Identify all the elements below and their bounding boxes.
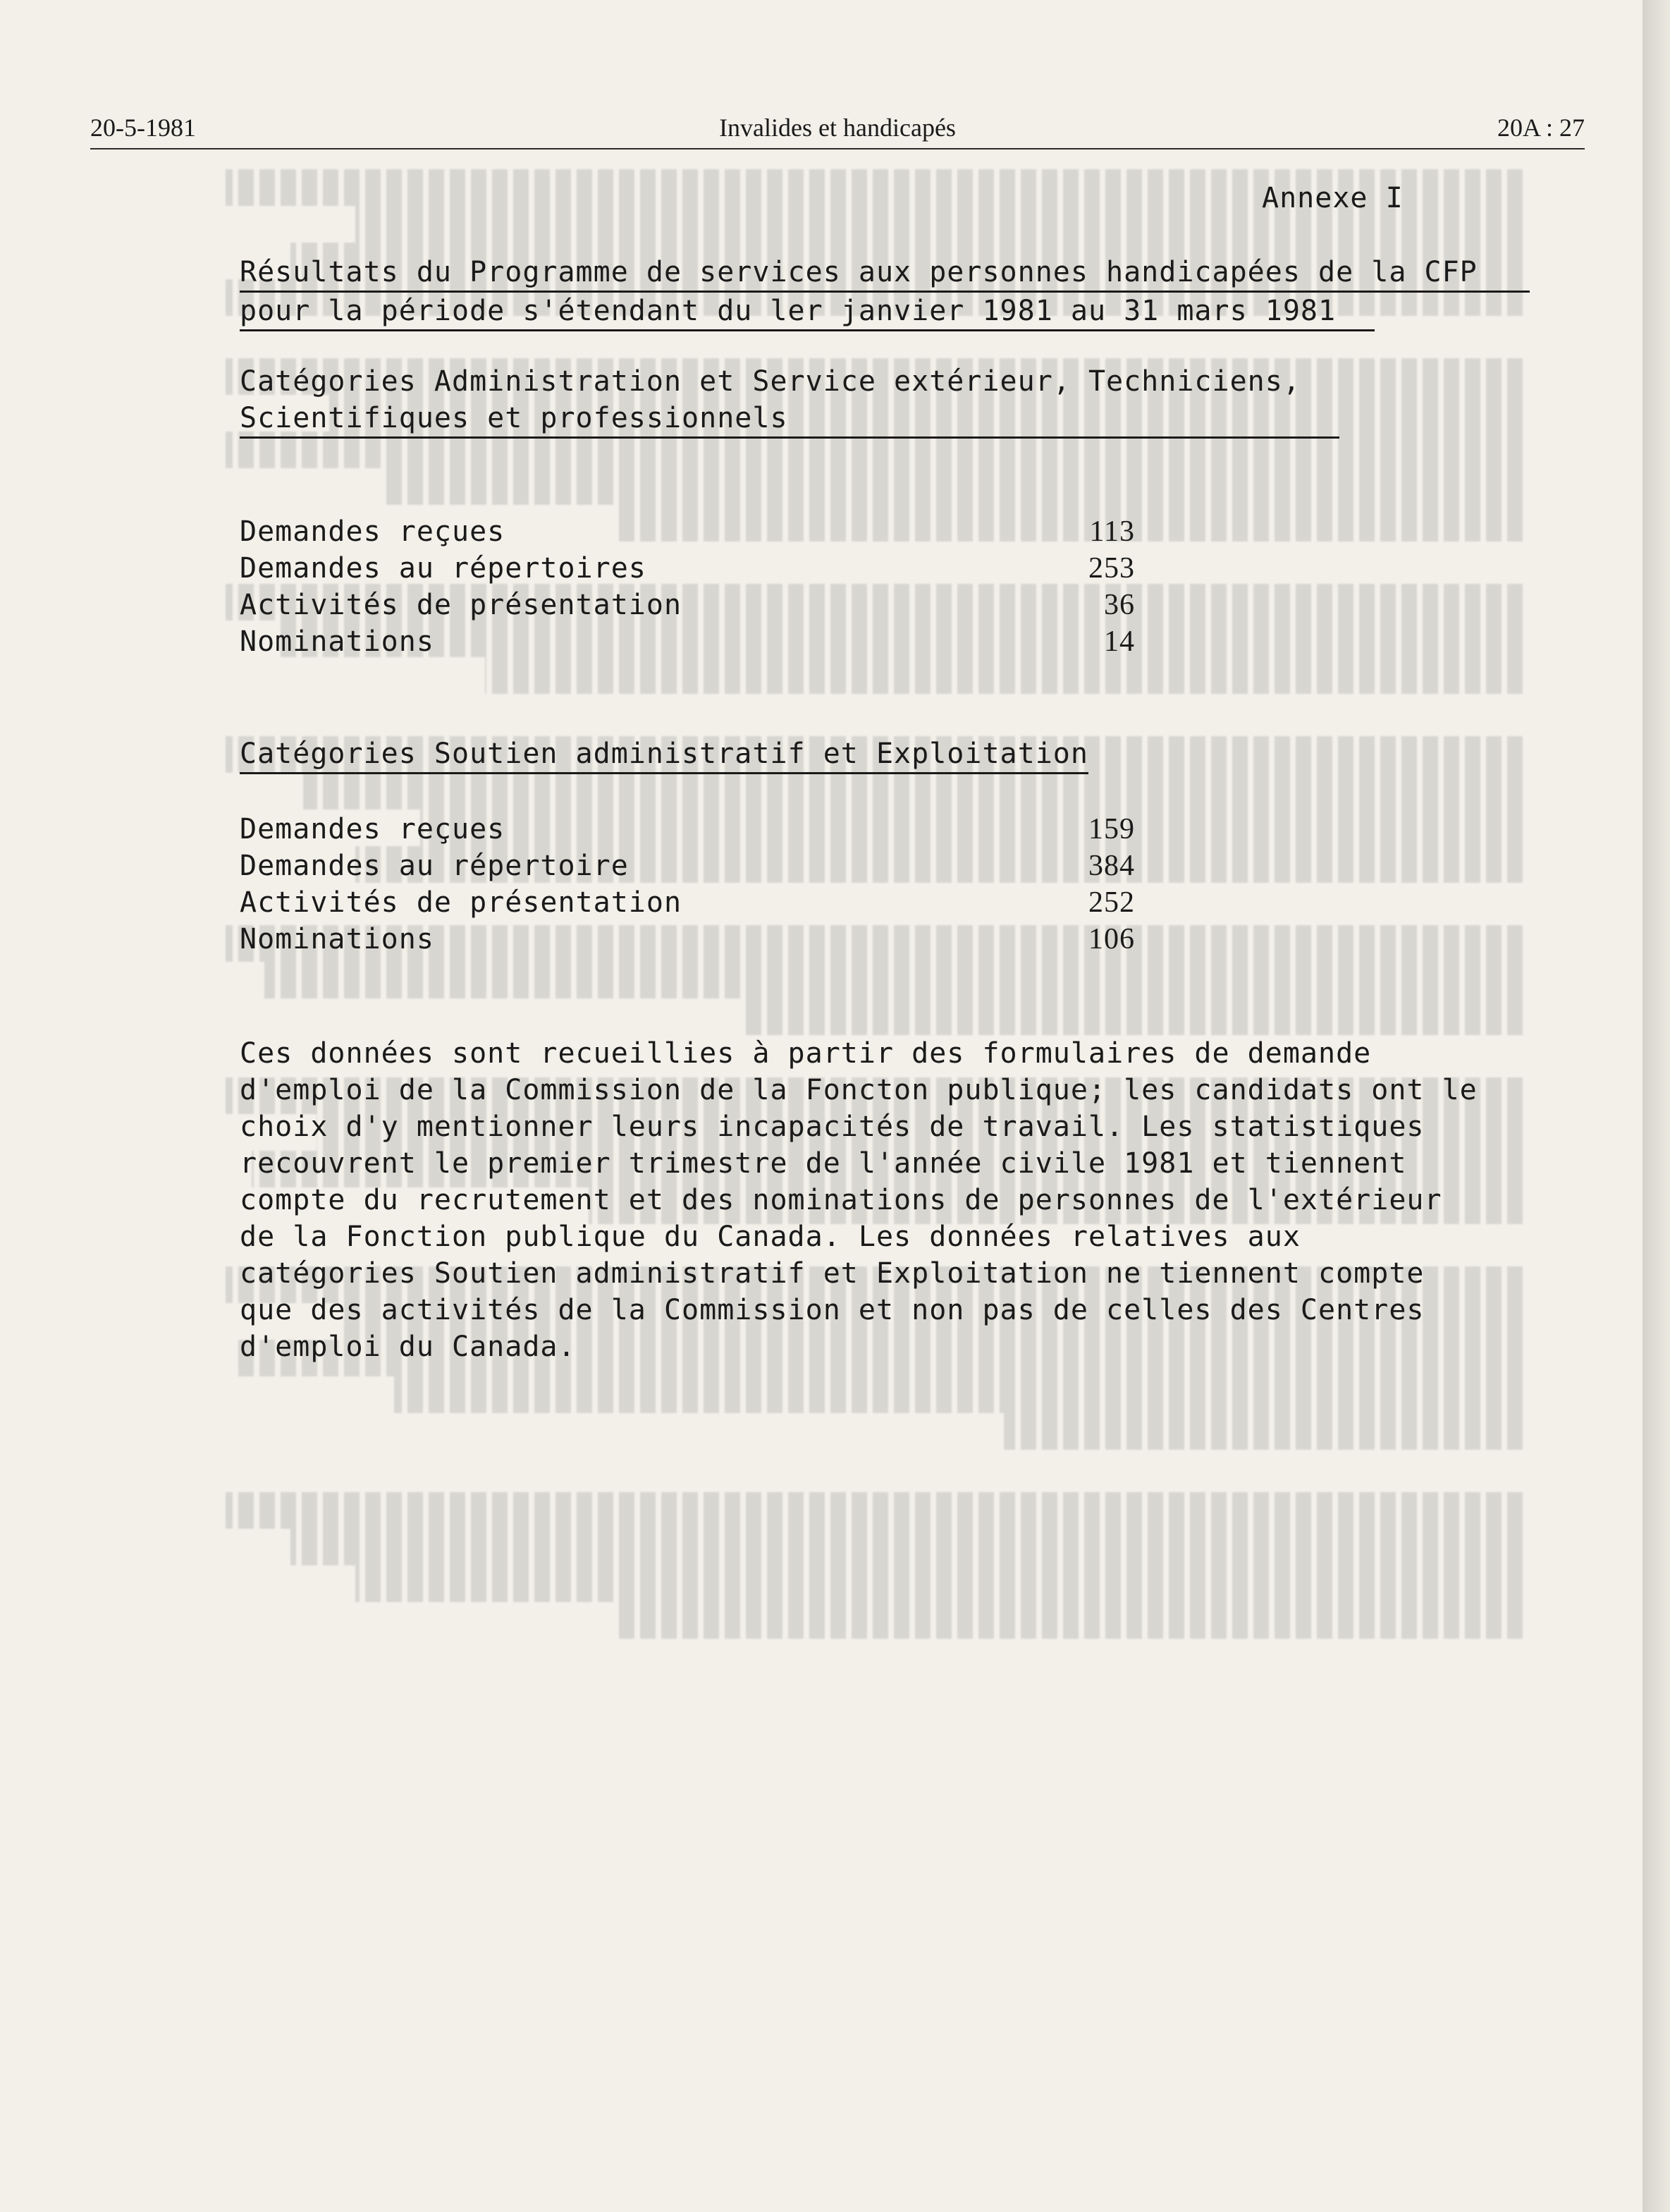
section2-heading-text: Catégories Soutien administratif et Exploitation xyxy=(240,735,1088,774)
section1-heading-line-1: Catégories Administration et Service extérieur, Techniciens, xyxy=(240,365,1301,398)
stats-label: Activités de présentation xyxy=(240,589,682,621)
section1-heading xyxy=(240,363,1339,439)
stats-label: Nominations xyxy=(240,625,434,658)
stats-row xyxy=(240,848,1135,884)
page-edge xyxy=(1643,0,1670,2212)
running-header xyxy=(90,106,1585,149)
header-date: 20-5-1981 xyxy=(90,114,196,142)
stats-row xyxy=(240,513,1135,550)
paragraph-line: compte du recrutement et des nominations de personnes de l'extérieur xyxy=(240,1184,1442,1216)
header-title: Invalides et handicapés xyxy=(719,114,956,142)
paragraph-line: catégories Soutien administratif et Exploitation ne tiennent compte xyxy=(240,1257,1425,1290)
title-line-2: pour la période s'étendant du ler janvier 1981 au 31 mars 1981 xyxy=(240,293,1375,331)
stats-row xyxy=(240,587,1135,623)
section2-stats-table xyxy=(240,811,1135,958)
annexe-label: Annexe I xyxy=(1262,182,1404,214)
header-page-number: 20A : 27 xyxy=(1497,114,1585,142)
paragraph-line: recouvrent le premier trimestre de l'année civile 1981 et tiennent xyxy=(240,1147,1407,1180)
stats-row xyxy=(240,921,1135,958)
stats-row xyxy=(240,884,1135,921)
stats-row xyxy=(240,623,1135,660)
stats-label: Demandes au répertoire xyxy=(240,850,629,882)
stats-value: 252 xyxy=(1088,886,1135,919)
stats-value: 384 xyxy=(1088,850,1135,882)
section2-heading xyxy=(240,735,1088,774)
paragraph-line: choix d'y mentionner leurs incapacités de travail. Les statistiques xyxy=(240,1111,1425,1143)
stats-value: 253 xyxy=(1088,552,1135,585)
stats-value: 113 xyxy=(1089,515,1135,548)
paragraph-line: d'emploi du Canada. xyxy=(240,1331,576,1363)
stats-row xyxy=(240,550,1135,587)
document-title xyxy=(240,254,1530,331)
explanatory-paragraph xyxy=(240,1035,1537,1365)
stats-value: 106 xyxy=(1088,923,1135,955)
stats-row xyxy=(240,811,1135,848)
paragraph-line: Ces données sont recueillies à partir des formulaires de demande xyxy=(240,1037,1372,1070)
stats-value: 159 xyxy=(1088,813,1135,845)
title-line-1: Résultats du Programme de services aux personnes handicapées de la CFP xyxy=(240,254,1530,293)
stats-label: Activités de présentation xyxy=(240,886,682,919)
stats-value: 36 xyxy=(1104,589,1135,621)
section1-heading-line-2: Scientifiques et professionnels xyxy=(240,400,1339,439)
stats-value: 14 xyxy=(1104,625,1135,658)
stats-label: Demandes reçues xyxy=(240,515,505,548)
stats-label: Demandes au répertoires xyxy=(240,552,646,585)
paragraph-line: de la Fonction publique du Canada. Les données relatives aux xyxy=(240,1221,1301,1253)
stats-label: Nominations xyxy=(240,923,434,955)
paragraph-line: que des activités de la Commission et non pas de celles des Centres xyxy=(240,1294,1425,1326)
section1-stats-table xyxy=(240,513,1135,660)
stats-label: Demandes reçues xyxy=(240,813,505,845)
paragraph-line: d'emploi de la Commission de la Foncton publique; les candidats ont le xyxy=(240,1074,1478,1106)
